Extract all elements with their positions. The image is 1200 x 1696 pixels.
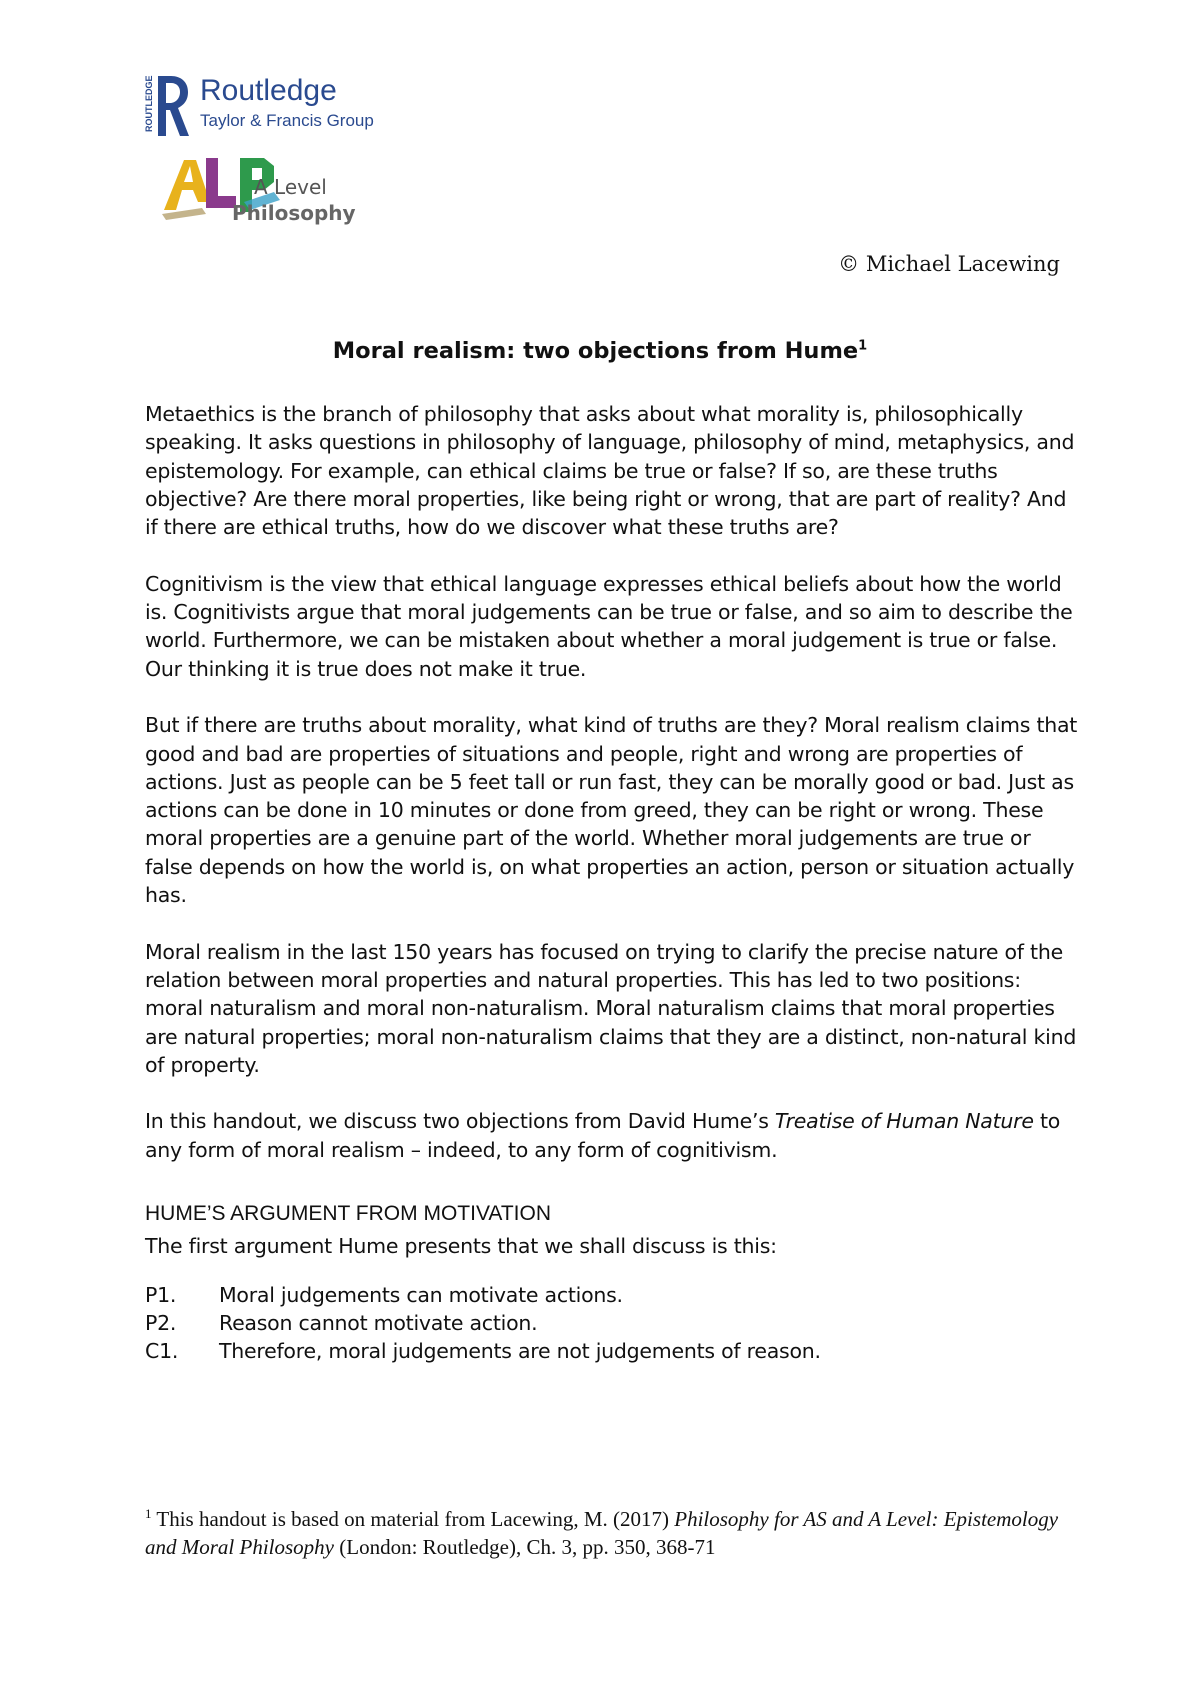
footnote-after: (London: Routledge), Ch. 3, pp. 350, 368-71 — [334, 1535, 716, 1559]
routledge-name: Routledge — [200, 74, 337, 107]
routledge-r-icon — [158, 76, 189, 136]
alp-logo — [162, 152, 402, 242]
premise-item — [145, 1281, 1080, 1309]
paragraph-naturalism: Moral realism in the last 150 years has focused on trying to clarify the precise nature of the relation between moral properties and natural properties. This has led to two positions: moral naturalism and moral non-naturalism. Moral naturalism claims that moral properties are natural properties; moral non-naturalism claims that they are a distinct, non-natural kind of property. — [145, 939, 1077, 1077]
paragraph-moral-realism: But if there are truths about morality, what kind of truths are they? Moral realism claims that good and bad are properties of situations and people, right and wrong are properties of actions. Just as people can be 5 feet tall or run fast, they can be morally good or bad. Just as actions can be done in 10 minutes or done from greed, they can be right or wrong. These moral properties are a genuine part of the world. Whether moral judgements are true or false depends on how the world is, on what properties an action, person or situation actually has. — [145, 713, 1078, 908]
document-body — [145, 400, 1080, 1366]
title-text: Moral realism: two objections from Hume — [332, 338, 859, 364]
copyright: © Michael Lacewing — [838, 252, 1060, 276]
premise-item — [145, 1337, 1080, 1365]
intro-book-title: Treatise of Human Nature — [774, 1109, 1034, 1134]
paragraph-metaethics: Metaethics is the branch of philosophy that asks about what morality is, philosophically speaking. It asks questions in philosophy of language, philosophy of mind, metaphysics, and epistemology. For example, can ethical claims be true or false? If so, are these truths objective? Are there moral properties, like being right or wrong, that are part of reality? And if there are ethical truths, how do we discover what these truths are? — [145, 402, 1075, 540]
intro-before: In this handout, we discuss two objections from David Hume’s — [145, 1109, 775, 1134]
alp-line2: Philosophy — [232, 201, 356, 225]
page-title — [145, 338, 1055, 364]
routledge-spine-text: ROUTLEDGE — [144, 75, 154, 132]
premise-list — [145, 1281, 1080, 1366]
footnote-number: 1 — [145, 1506, 152, 1521]
routledge-subtitle: Taylor & Francis Group — [200, 111, 374, 130]
intro-after: to any form of moral realism – indeed, to any form of cognitivism. — [145, 1109, 1061, 1162]
premise-label: P1. — [145, 1282, 177, 1307]
paragraph-cognitivism: Cognitivism is the view that ethical language expresses ethical beliefs about how the world is. Cognitivists argue that moral judgements can be true or false, and so aim to describe the world. Furthermore, we can be mistaken about whether a moral judgement is true or false. Our thinking it is true does not make it true. — [145, 571, 1073, 681]
premise-text: Moral judgements can motivate actions. — [219, 1282, 623, 1307]
section-heading: HUME’S ARGUMENT FROM MOTIVATION — [145, 1202, 552, 1226]
premise-text: Therefore, moral judgements are not judgements of reason. — [219, 1339, 821, 1364]
footnote — [145, 1500, 1080, 1561]
routledge-logo — [140, 70, 400, 142]
premise-item — [145, 1309, 1080, 1337]
paragraph-intro — [145, 1107, 1080, 1164]
footnote-book-title: Philosophy for AS and A Level: Epistemology and Moral Philosophy — [145, 1507, 1059, 1559]
premise-label: P2. — [145, 1310, 177, 1335]
alp-line1: A Level — [254, 175, 327, 199]
footnote-before: This handout is based on material from Lacewing, M. (2017) — [151, 1507, 675, 1531]
section-lead: The first argument Hume presents that we shall discuss is this: — [145, 1234, 777, 1259]
premise-label: C1. — [145, 1339, 179, 1364]
premise-text: Reason cannot motivate action. — [219, 1310, 538, 1335]
title-footnote-ref[interactable]: 1 — [858, 338, 868, 354]
